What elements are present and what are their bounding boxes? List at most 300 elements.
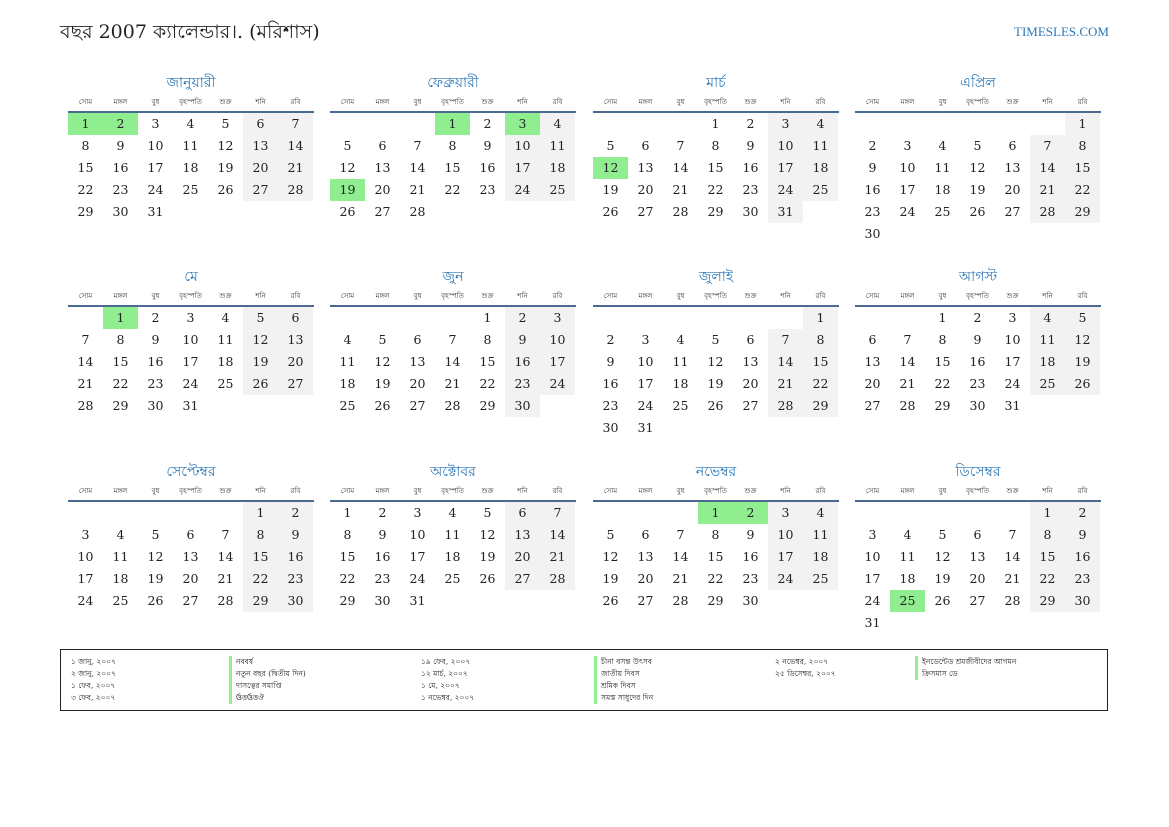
day-cell[interactable]: 4	[903, 527, 912, 542]
day-cell[interactable]: 10	[409, 527, 426, 542]
day-cell[interactable]: 5	[606, 138, 615, 153]
day-cell[interactable]: 17	[768, 157, 803, 179]
day-cell[interactable]: 24	[1004, 376, 1021, 391]
day-cell[interactable]: 14	[217, 549, 234, 564]
day-cell[interactable]: 26	[602, 593, 619, 608]
day-cell[interactable]: 20	[374, 182, 391, 197]
day-cell[interactable]: 17	[505, 157, 540, 179]
day-cell[interactable]: 5	[343, 138, 352, 153]
day-cell[interactable]: 12	[374, 354, 391, 369]
day-cell[interactable]: 6	[413, 332, 422, 347]
day-cell[interactable]: 27	[374, 204, 391, 219]
day-cell[interactable]: 25	[112, 593, 129, 608]
day-cell[interactable]: 23	[112, 182, 129, 197]
day-cell[interactable]: 27	[637, 593, 654, 608]
day-cell[interactable]: 20	[182, 571, 199, 586]
day-cell[interactable]: 6	[1008, 138, 1017, 153]
day-cell[interactable]: 9	[868, 160, 877, 175]
day-cell[interactable]: 25	[1030, 373, 1065, 395]
day-cell[interactable]: 30	[505, 395, 540, 417]
day-cell[interactable]: 2	[103, 113, 138, 135]
day-cell[interactable]: 1	[343, 505, 352, 520]
day-cell[interactable]: 2	[151, 310, 160, 325]
day-cell[interactable]: 15	[479, 354, 496, 369]
day-cell[interactable]: 31	[637, 420, 654, 435]
day-cell[interactable]: 17	[182, 354, 199, 369]
day-cell[interactable]: 3	[641, 332, 650, 347]
day-cell[interactable]: 10	[77, 549, 94, 564]
day-cell[interactable]: 27	[278, 373, 313, 395]
day-cell[interactable]: 14	[540, 524, 575, 546]
day-cell[interactable]: 3	[1008, 310, 1017, 325]
day-cell[interactable]: 10	[182, 332, 199, 347]
day-cell[interactable]: 8	[448, 138, 457, 153]
day-cell[interactable]: 28	[278, 179, 313, 201]
day-cell[interactable]: 15	[243, 546, 278, 568]
day-cell[interactable]: 29	[1065, 201, 1100, 223]
day-cell[interactable]: 26	[707, 398, 724, 413]
day-cell[interactable]: 24	[864, 593, 881, 608]
day-cell[interactable]: 31	[182, 398, 199, 413]
day-cell[interactable]: 9	[973, 332, 982, 347]
day-cell[interactable]: 16	[278, 546, 313, 568]
day-cell[interactable]: 9	[746, 138, 755, 153]
day-cell[interactable]: 19	[1065, 351, 1100, 373]
day-cell[interactable]: 23	[1065, 568, 1100, 590]
day-cell[interactable]: 21	[899, 376, 916, 391]
day-cell[interactable]: 20	[1004, 182, 1021, 197]
day-cell[interactable]: 26	[934, 593, 951, 608]
day-cell[interactable]: 30	[1065, 590, 1100, 612]
day-cell[interactable]: 24	[637, 398, 654, 413]
day-cell[interactable]: 25	[803, 179, 838, 201]
day-cell[interactable]: 12	[243, 329, 278, 351]
day-cell[interactable]: 17	[540, 351, 575, 373]
day-cell[interactable]: 14	[672, 549, 689, 564]
day-cell[interactable]: 7	[413, 138, 422, 153]
day-cell[interactable]: 15	[707, 549, 724, 564]
day-cell[interactable]: 10	[864, 549, 881, 564]
day-cell[interactable]: 9	[505, 329, 540, 351]
day-cell[interactable]: 23	[602, 398, 619, 413]
day-cell[interactable]: 1	[68, 113, 103, 135]
day-cell[interactable]: 18	[444, 549, 461, 564]
day-cell[interactable]: 30	[742, 204, 759, 219]
day-cell[interactable]: 13	[1004, 160, 1021, 175]
day-cell[interactable]: 9	[151, 332, 160, 347]
day-cell[interactable]: 6	[973, 527, 982, 542]
day-cell[interactable]: 28	[672, 593, 689, 608]
day-cell[interactable]: 7	[81, 332, 90, 347]
day-cell[interactable]: 22	[112, 376, 129, 391]
day-cell[interactable]: 5	[606, 527, 615, 542]
day-cell[interactable]: 10	[899, 160, 916, 175]
day-cell[interactable]: 4	[938, 138, 947, 153]
day-cell[interactable]: 8	[803, 329, 838, 351]
day-cell[interactable]: 10	[768, 135, 803, 157]
day-cell[interactable]: 14	[768, 351, 803, 373]
day-cell[interactable]: 1	[243, 502, 278, 524]
day-cell[interactable]: 25	[540, 179, 575, 201]
day-cell[interactable]: 25	[934, 204, 951, 219]
day-cell[interactable]: 6	[243, 113, 278, 135]
day-cell[interactable]: 17	[864, 571, 881, 586]
day-cell[interactable]: 5	[1065, 307, 1100, 329]
day-cell[interactable]: 23	[864, 204, 881, 219]
day-cell[interactable]: 28	[77, 398, 94, 413]
day-cell[interactable]: 25	[890, 590, 925, 612]
day-cell[interactable]: 16	[112, 160, 129, 175]
day-cell[interactable]: 18	[217, 354, 234, 369]
day-cell[interactable]: 10	[1004, 332, 1021, 347]
day-cell[interactable]: 30	[278, 590, 313, 612]
day-cell[interactable]: 5	[973, 138, 982, 153]
day-cell[interactable]: 27	[637, 204, 654, 219]
day-cell[interactable]: 2	[505, 307, 540, 329]
day-cell[interactable]: 30	[112, 204, 129, 219]
day-cell[interactable]: 15	[339, 549, 356, 564]
day-cell[interactable]: 24	[147, 182, 164, 197]
day-cell[interactable]: 29	[77, 204, 94, 219]
day-cell[interactable]: 26	[479, 571, 496, 586]
day-cell[interactable]: 17	[637, 376, 654, 391]
day-cell[interactable]: 11	[444, 527, 461, 542]
day-cell[interactable]: 18	[672, 376, 689, 391]
day-cell[interactable]: 2	[483, 116, 492, 131]
day-cell[interactable]: 3	[903, 138, 912, 153]
day-cell[interactable]: 28	[1004, 593, 1021, 608]
day-cell[interactable]: 29	[112, 398, 129, 413]
day-cell[interactable]: 11	[803, 524, 838, 546]
day-cell[interactable]: 3	[540, 307, 575, 329]
day-cell[interactable]: 27	[505, 568, 540, 590]
day-cell[interactable]: 27	[243, 179, 278, 201]
day-cell[interactable]: 22	[339, 571, 356, 586]
day-cell[interactable]: 4	[186, 116, 195, 131]
day-cell[interactable]: 27	[182, 593, 199, 608]
day-cell[interactable]: 29	[243, 590, 278, 612]
day-cell[interactable]: 11	[182, 138, 199, 153]
day-cell[interactable]: 17	[768, 546, 803, 568]
day-cell[interactable]: 26	[969, 204, 986, 219]
day-cell[interactable]: 21	[1030, 179, 1065, 201]
day-cell[interactable]: 8	[711, 138, 720, 153]
day-cell[interactable]: 21	[409, 182, 426, 197]
day-cell[interactable]: 18	[899, 571, 916, 586]
day-cell[interactable]: 21	[278, 157, 313, 179]
day-cell[interactable]: 14	[672, 160, 689, 175]
day-cell[interactable]: 23	[479, 182, 496, 197]
day-cell[interactable]: 18	[1030, 351, 1065, 373]
day-cell[interactable]: 13	[637, 549, 654, 564]
day-cell[interactable]: 2	[733, 502, 768, 524]
day-cell[interactable]: 22	[1030, 568, 1065, 590]
day-cell[interactable]: 8	[1065, 135, 1100, 157]
day-cell[interactable]: 31	[768, 201, 803, 223]
day-cell[interactable]: 17	[409, 549, 426, 564]
day-cell[interactable]: 5	[378, 332, 387, 347]
day-cell[interactable]: 6	[641, 138, 650, 153]
day-cell[interactable]: 11	[934, 160, 951, 175]
day-cell[interactable]: 6	[186, 527, 195, 542]
day-cell[interactable]: 17	[77, 571, 94, 586]
day-cell[interactable]: 5	[938, 527, 947, 542]
day-cell[interactable]: 14	[444, 354, 461, 369]
day-cell[interactable]: 8	[483, 332, 492, 347]
day-cell[interactable]: 4	[343, 332, 352, 347]
day-cell[interactable]: 28	[217, 593, 234, 608]
day-cell[interactable]: 30	[742, 593, 759, 608]
day-cell[interactable]: 5	[221, 116, 230, 131]
day-cell[interactable]: 27	[969, 593, 986, 608]
day-cell[interactable]: 3	[768, 502, 803, 524]
day-cell[interactable]: 11	[112, 549, 129, 564]
day-cell[interactable]: 29	[934, 398, 951, 413]
day-cell[interactable]: 21	[672, 571, 689, 586]
day-cell[interactable]: 12	[339, 160, 356, 175]
day-cell[interactable]: 4	[676, 332, 685, 347]
day-cell[interactable]: 20	[969, 571, 986, 586]
day-cell[interactable]: 13	[182, 549, 199, 564]
day-cell[interactable]: 11	[540, 135, 575, 157]
day-cell[interactable]: 3	[81, 527, 90, 542]
day-cell[interactable]: 15	[934, 354, 951, 369]
day-cell[interactable]: 6	[278, 307, 313, 329]
day-cell[interactable]: 22	[803, 373, 838, 395]
day-cell[interactable]: 31	[409, 593, 426, 608]
day-cell[interactable]: 12	[602, 549, 619, 564]
day-cell[interactable]: 18	[540, 157, 575, 179]
day-cell[interactable]: 19	[217, 160, 234, 175]
day-cell[interactable]: 20	[637, 182, 654, 197]
day-cell[interactable]: 5	[711, 332, 720, 347]
day-cell[interactable]: 2	[278, 502, 313, 524]
day-cell[interactable]: 26	[339, 204, 356, 219]
day-cell[interactable]: 24	[768, 568, 803, 590]
day-cell[interactable]: 10	[637, 354, 654, 369]
day-cell[interactable]: 12	[934, 549, 951, 564]
day-cell[interactable]: 21	[444, 376, 461, 391]
day-cell[interactable]: 6	[505, 502, 540, 524]
day-cell[interactable]: 8	[938, 332, 947, 347]
day-cell[interactable]: 27	[864, 398, 881, 413]
day-cell[interactable]: 3	[151, 116, 160, 131]
day-cell[interactable]: 22	[77, 182, 94, 197]
day-cell[interactable]: 28	[540, 568, 575, 590]
site-link[interactable]: TIMESLES.COM	[1014, 24, 1109, 39]
day-cell[interactable]: 26	[374, 398, 391, 413]
day-cell[interactable]: 30	[864, 226, 881, 241]
day-cell[interactable]: 28	[409, 204, 426, 219]
day-cell[interactable]: 20	[278, 351, 313, 373]
day-cell[interactable]: 12	[1065, 329, 1100, 351]
day-cell[interactable]: 2	[1065, 502, 1100, 524]
day-cell[interactable]: 23	[278, 568, 313, 590]
day-cell[interactable]: 12	[707, 354, 724, 369]
day-cell[interactable]: 8	[1030, 524, 1065, 546]
day-cell[interactable]: 5	[483, 505, 492, 520]
day-cell[interactable]: 21	[77, 376, 94, 391]
day-cell[interactable]: 11	[1030, 329, 1065, 351]
day-cell[interactable]: 12	[217, 138, 234, 153]
day-cell[interactable]: 26	[602, 204, 619, 219]
day-cell[interactable]: 16	[374, 549, 391, 564]
day-cell[interactable]: 24	[182, 376, 199, 391]
day-cell[interactable]: 9	[378, 527, 387, 542]
day-cell[interactable]: 19	[374, 376, 391, 391]
day-cell[interactable]: 20	[742, 376, 759, 391]
day-cell[interactable]: 15	[707, 160, 724, 175]
day-cell[interactable]: 29	[479, 398, 496, 413]
day-cell[interactable]: 27	[1004, 204, 1021, 219]
day-cell[interactable]: 11	[217, 332, 234, 347]
day-cell[interactable]: 1	[711, 116, 720, 131]
day-cell[interactable]: 19	[602, 571, 619, 586]
day-cell[interactable]: 16	[742, 549, 759, 564]
day-cell[interactable]: 22	[707, 571, 724, 586]
day-cell[interactable]: 22	[707, 182, 724, 197]
day-cell[interactable]: 22	[444, 182, 461, 197]
day-cell[interactable]: 27	[409, 398, 426, 413]
day-cell[interactable]: 25	[339, 398, 356, 413]
day-cell[interactable]: 13	[374, 160, 391, 175]
day-cell[interactable]: 28	[1030, 201, 1065, 223]
day-cell[interactable]: 25	[217, 376, 234, 391]
day-cell[interactable]: 19	[969, 182, 986, 197]
day-cell[interactable]: 1	[483, 310, 492, 325]
day-cell[interactable]: 6	[641, 527, 650, 542]
day-cell[interactable]: 21	[1004, 571, 1021, 586]
day-cell[interactable]: 7	[1030, 135, 1065, 157]
day-cell[interactable]: 14	[1004, 549, 1021, 564]
day-cell[interactable]: 13	[742, 354, 759, 369]
day-cell[interactable]: 20	[409, 376, 426, 391]
day-cell[interactable]: 3	[768, 113, 803, 135]
day-cell[interactable]: 8	[81, 138, 90, 153]
day-cell[interactable]: 18	[803, 546, 838, 568]
day-cell[interactable]: 9	[116, 138, 125, 153]
day-cell[interactable]: 5	[243, 307, 278, 329]
day-cell[interactable]: 1	[698, 502, 733, 524]
day-cell[interactable]: 27	[742, 398, 759, 413]
day-cell[interactable]: 10	[505, 135, 540, 157]
day-cell[interactable]: 9	[746, 527, 755, 542]
day-cell[interactable]: 29	[1030, 590, 1065, 612]
day-cell[interactable]: 2	[746, 116, 755, 131]
day-cell[interactable]: 18	[803, 157, 838, 179]
day-cell[interactable]: 16	[1065, 546, 1100, 568]
day-cell[interactable]: 26	[147, 593, 164, 608]
day-cell[interactable]: 14	[1030, 157, 1065, 179]
day-cell[interactable]: 30	[374, 593, 391, 608]
day-cell[interactable]: 24	[77, 593, 94, 608]
day-cell[interactable]: 21	[540, 546, 575, 568]
day-cell[interactable]: 29	[339, 593, 356, 608]
day-cell[interactable]: 28	[899, 398, 916, 413]
day-cell[interactable]: 24	[540, 373, 575, 395]
day-cell[interactable]: 20	[637, 571, 654, 586]
day-cell[interactable]: 13	[969, 549, 986, 564]
day-cell[interactable]: 4	[116, 527, 125, 542]
day-cell[interactable]: 24	[899, 204, 916, 219]
day-cell[interactable]: 6	[378, 138, 387, 153]
day-cell[interactable]: 8	[711, 527, 720, 542]
day-cell[interactable]: 16	[969, 354, 986, 369]
day-cell[interactable]: 22	[479, 376, 496, 391]
day-cell[interactable]: 28	[444, 398, 461, 413]
day-cell[interactable]: 10	[147, 138, 164, 153]
day-cell[interactable]: 4	[221, 310, 230, 325]
day-cell[interactable]: 7	[1008, 527, 1017, 542]
day-cell[interactable]: 3	[505, 113, 540, 135]
day-cell[interactable]: 18	[182, 160, 199, 175]
day-cell[interactable]: 1	[1065, 113, 1100, 135]
day-cell[interactable]: 14	[409, 160, 426, 175]
day-cell[interactable]: 21	[768, 373, 803, 395]
day-cell[interactable]: 3	[413, 505, 422, 520]
day-cell[interactable]: 15	[1065, 157, 1100, 179]
day-cell[interactable]: 10	[540, 329, 575, 351]
day-cell[interactable]: 11	[899, 549, 916, 564]
day-cell[interactable]: 11	[672, 354, 689, 369]
day-cell[interactable]: 22	[1065, 179, 1100, 201]
day-cell[interactable]: 1	[1030, 502, 1065, 524]
day-cell[interactable]: 10	[768, 524, 803, 546]
day-cell[interactable]: 4	[803, 502, 838, 524]
day-cell[interactable]: 17	[147, 160, 164, 175]
day-cell[interactable]: 28	[672, 204, 689, 219]
day-cell[interactable]: 23	[147, 376, 164, 391]
day-cell[interactable]: 7	[540, 502, 575, 524]
day-cell[interactable]: 23	[505, 373, 540, 395]
day-cell[interactable]: 16	[505, 351, 540, 373]
day-cell[interactable]: 13	[505, 524, 540, 546]
day-cell[interactable]: 1	[103, 307, 138, 329]
day-cell[interactable]: 13	[243, 135, 278, 157]
day-cell[interactable]: 20	[864, 376, 881, 391]
day-cell[interactable]: 16	[147, 354, 164, 369]
day-cell[interactable]: 31	[864, 615, 881, 630]
day-cell[interactable]: 12	[969, 160, 986, 175]
day-cell[interactable]: 2	[606, 332, 615, 347]
day-cell[interactable]: 30	[969, 398, 986, 413]
day-cell[interactable]: 16	[742, 160, 759, 175]
day-cell[interactable]: 15	[1030, 546, 1065, 568]
day-cell[interactable]: 24	[409, 571, 426, 586]
day-cell[interactable]: 26	[1065, 373, 1100, 395]
day-cell[interactable]: 16	[864, 182, 881, 197]
day-cell[interactable]: 26	[243, 373, 278, 395]
day-cell[interactable]: 23	[742, 182, 759, 197]
day-cell[interactable]: 1	[435, 113, 470, 135]
day-cell[interactable]: 29	[707, 593, 724, 608]
day-cell[interactable]: 7	[221, 527, 230, 542]
day-cell[interactable]: 20	[243, 157, 278, 179]
day-cell[interactable]: 19	[479, 549, 496, 564]
day-cell[interactable]: 5	[151, 527, 160, 542]
day-cell[interactable]: 15	[444, 160, 461, 175]
day-cell[interactable]: 2	[378, 505, 387, 520]
day-cell[interactable]: 16	[602, 376, 619, 391]
day-cell[interactable]: 11	[803, 135, 838, 157]
day-cell[interactable]: 25	[182, 182, 199, 197]
day-cell[interactable]: 25	[803, 568, 838, 590]
day-cell[interactable]: 2	[868, 138, 877, 153]
day-cell[interactable]: 7	[768, 329, 803, 351]
day-cell[interactable]: 19	[602, 182, 619, 197]
day-cell[interactable]: 16	[479, 160, 496, 175]
day-cell[interactable]: 30	[602, 420, 619, 435]
